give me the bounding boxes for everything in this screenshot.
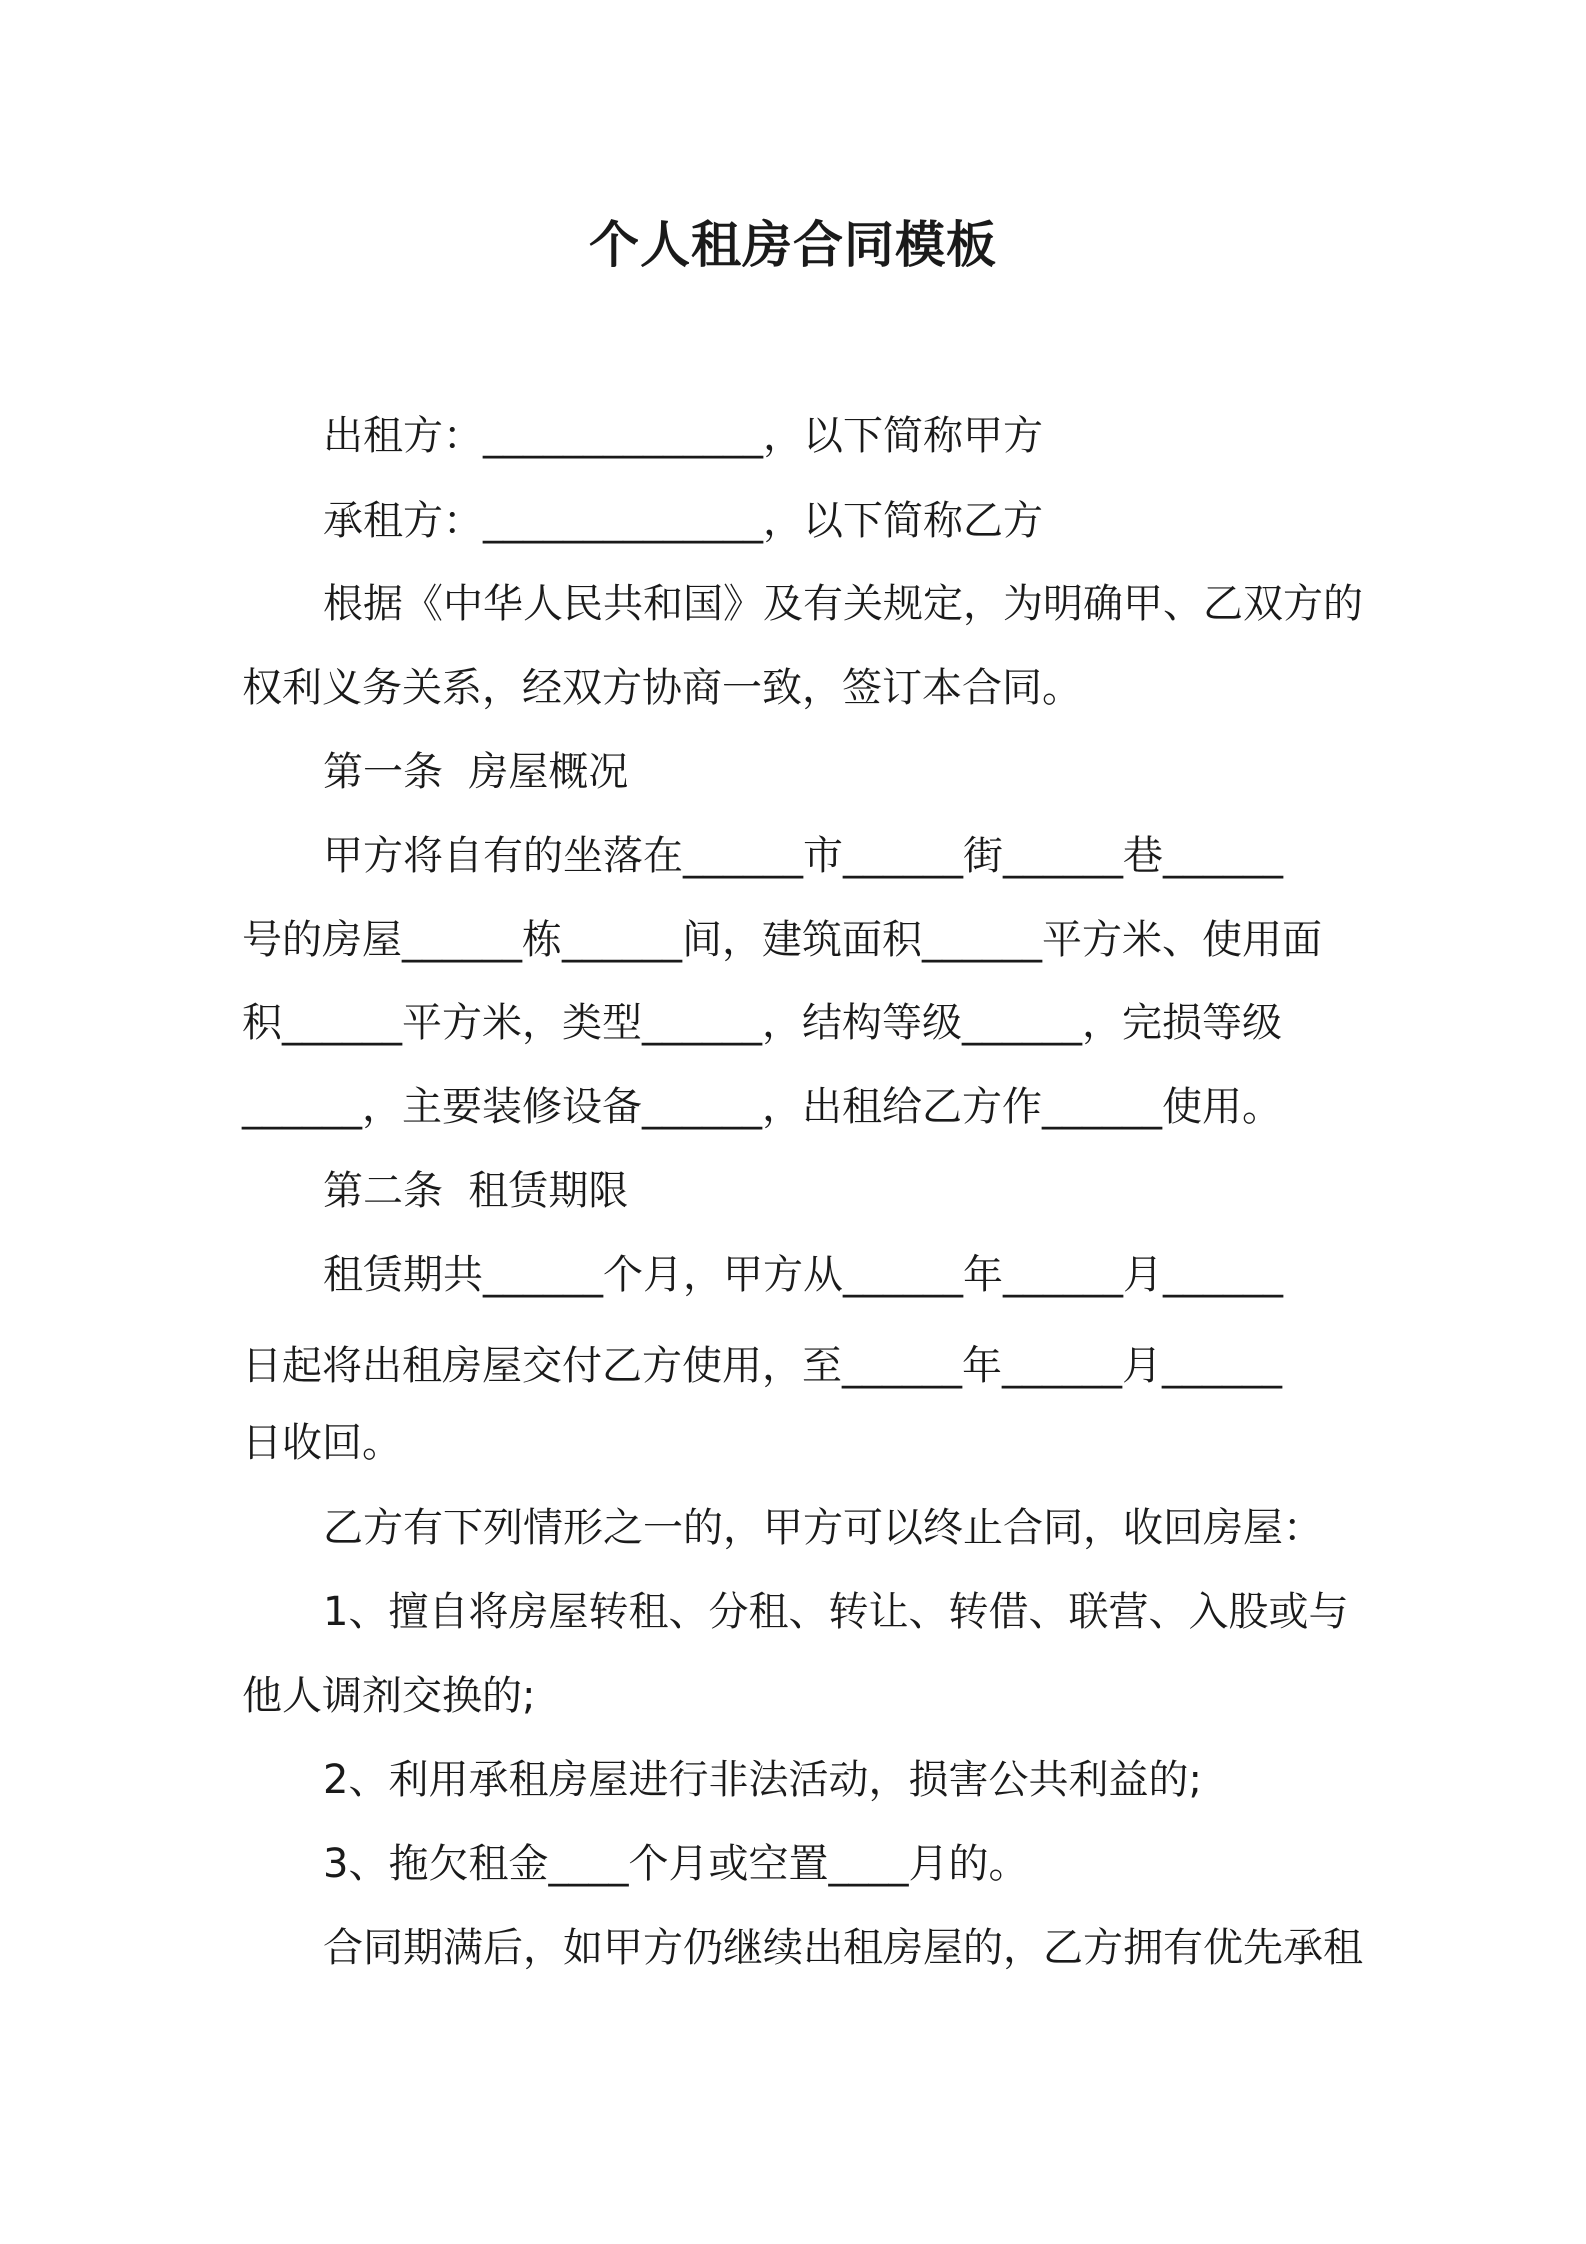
paragraph-line: 他人调剂交换的; [242, 1673, 536, 1719]
paragraph-line: 根据《中华人民共和国》及有关规定，为明确甲、乙双方的 [323, 581, 1363, 627]
paragraph-line: 甲方将自有的坐落在______市______街______巷______ [323, 833, 1283, 879]
section-heading: 第二条 租赁期限 [323, 1168, 629, 1214]
list-item: 1、擅自将房屋转租、分租、转让、转借、联营、入股或与 [323, 1589, 1349, 1635]
paragraph-line: 出租方：______________，以下简称甲方 [323, 413, 1043, 459]
paragraph-line: 积______平方米，类型______，结构等级______，完损等级 [242, 1000, 1282, 1046]
paragraph-line: 权利义务关系，经双方协商一致，签订本合同。 [242, 665, 1082, 711]
list-item: 2、利用承租房屋进行非法活动，损害公共利益的; [323, 1757, 1202, 1803]
paragraph-line: 承租方：______________，以下简称乙方 [323, 498, 1043, 544]
paragraph-line: 日收回。 [242, 1420, 402, 1466]
document-title: 个人租房合同模板 [589, 216, 997, 274]
paragraph-line: 租赁期共______个月，甲方从______年______月______ [323, 1252, 1283, 1298]
paragraph-line: 乙方有下列情形之一的，甲方可以终止合同，收回房屋： [323, 1505, 1323, 1551]
list-item: 3、拖欠租金____个月或空置____月的。 [323, 1841, 1029, 1887]
paragraph-line: 号的房屋______栋______间，建筑面积______平方米、使用面 [242, 917, 1322, 963]
paragraph-line: 合同期满后，如甲方仍继续出租房屋的，乙方拥有优先承租 [323, 1925, 1363, 1971]
paragraph-line: 日起将出租房屋交付乙方使用，至______年______月______ [242, 1343, 1282, 1389]
paragraph-line: ______，主要装修设备______，出租给乙方作______使用。 [242, 1084, 1282, 1130]
section-heading: 第一条 房屋概况 [323, 749, 629, 795]
